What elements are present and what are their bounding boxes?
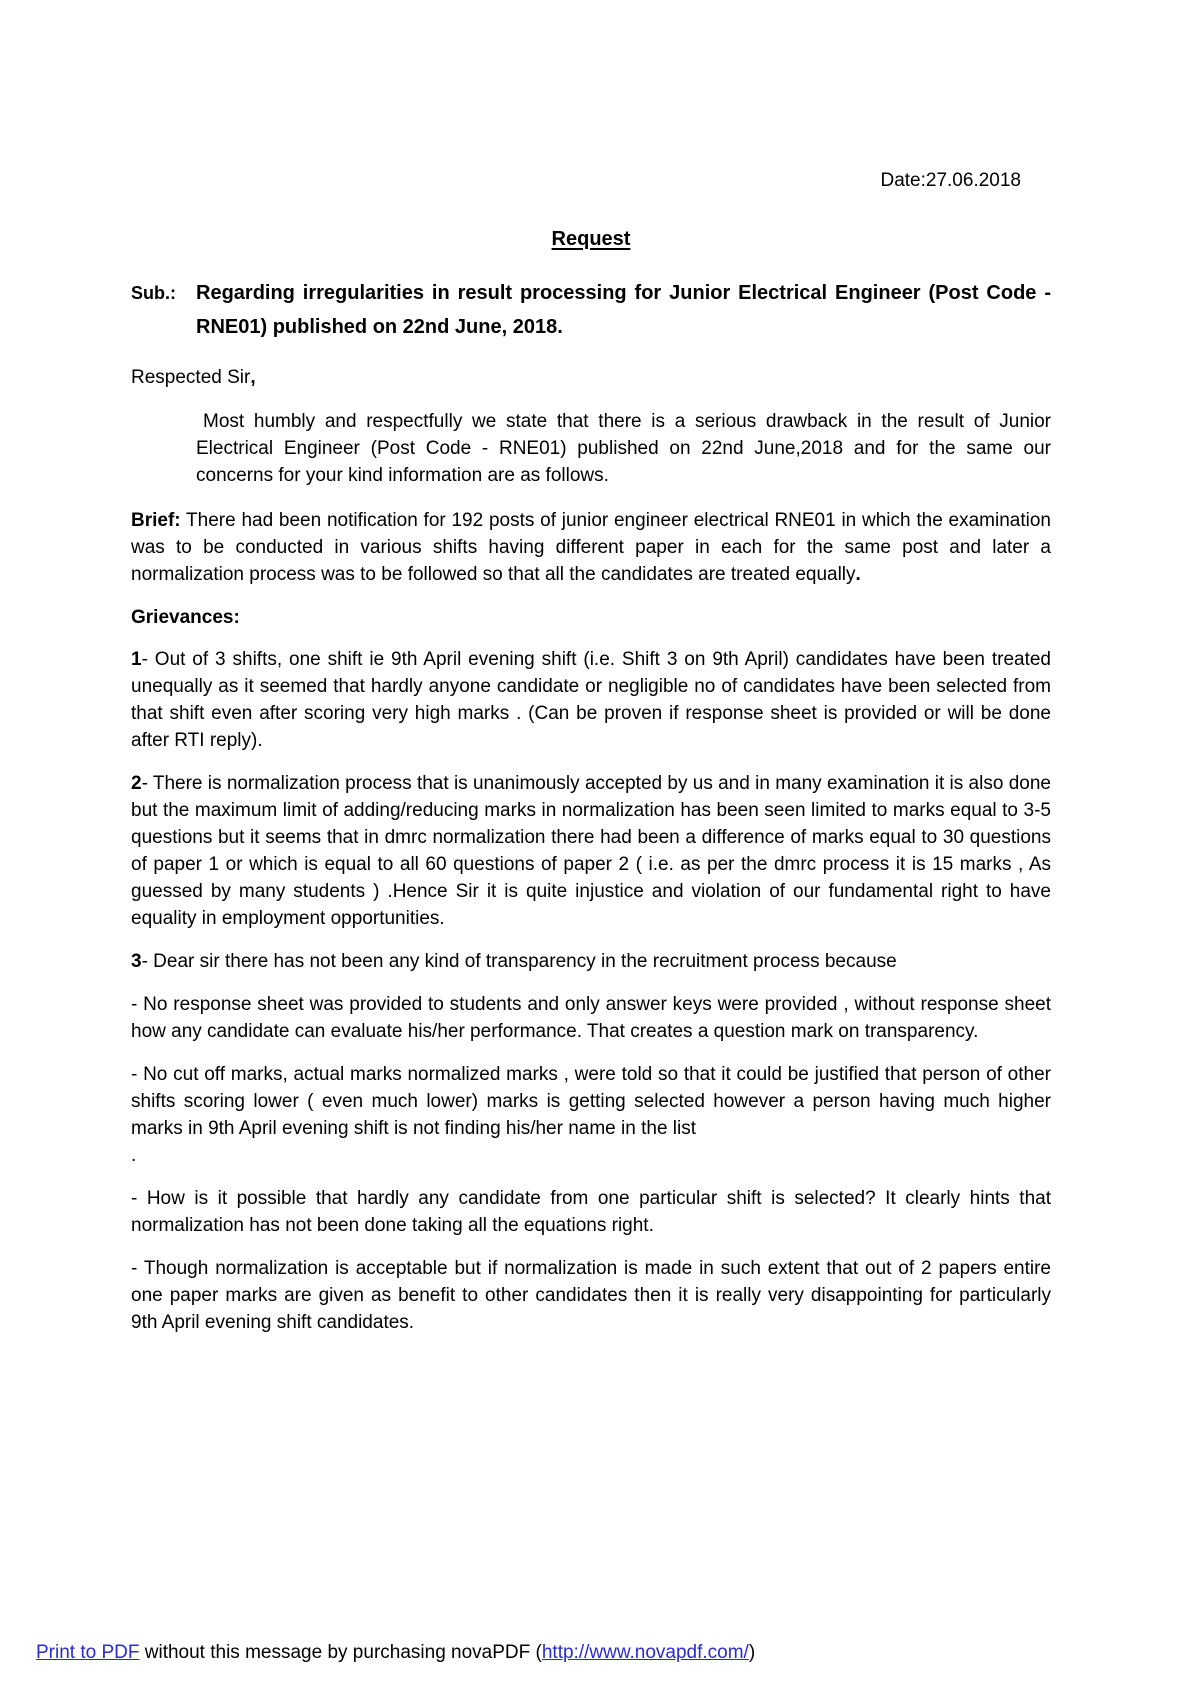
brief-label: Brief: (131, 510, 181, 531)
grievance-text: - Dear sir there has not been any kind of transparency in the recruitment process because (141, 951, 897, 972)
grievance-text: - Out of 3 shifts, one shift ie 9th April evening shift (i.e. Shift 3 on 9th April) candidates have been treated unequally as it seemed that hardly anyone candidate or negligible no of candidates have been selected from that shift even after scoring very high marks . (Can be proven if response sheet is provided or will be done after RTI reply). (131, 649, 1051, 751)
print-to-pdf-link[interactable]: Print to PDF (36, 1642, 140, 1663)
date-line: Date:27.06.2018 (880, 170, 1021, 191)
subject-period: . (557, 316, 563, 338)
point-trailing-period: . (131, 1145, 137, 1166)
grievance-item-1 (131, 646, 1051, 754)
point-item-1: - No response sheet was provided to students and only answer keys were provided , without response sheet how any candidate can evaluate his/her performance. That creates a question mark on transparency. (131, 994, 1051, 1042)
brief-paragraph (131, 507, 1051, 588)
grievance-number: 1 (131, 649, 142, 670)
point-item-4: - Though normalization is acceptable but if normalization is made in such extent that out of 2 papers entire one paper marks are given as benefit to other candidates then it is really very disappointing for particularly 9th April evening shift candidates. (131, 1258, 1051, 1333)
point-text: - No cut off marks, actual marks normalized marks , were told so that it could be justified that person of other shifts scoring lower ( even much lower) marks is getting selected however a person having much higher marks in 9th April evening shift is not finding his/her name in the list (131, 1064, 1051, 1139)
grievance-number: 2 (131, 773, 142, 794)
point-item-2 (131, 1061, 1051, 1169)
subject-text-main: Regarding irregularities in result processing for Junior Electrical Engineer (Post Code - RNE01) published on 22nd June, 2018 (196, 282, 1051, 338)
brief-text: There had been notification for 192 posts of junior engineer electrical RNE01 in which the examination was to be conducted in various shifts having different paper in each for the same post and later a normalization process was to be followed so that all the candidates are treated equally (131, 510, 1051, 585)
letter-content (131, 167, 1051, 1352)
salutation-text: Respected Sir (131, 367, 251, 388)
grievance-item-2 (131, 770, 1051, 932)
grievance-item-3 (131, 948, 1051, 975)
point-item-3: - How is it possible that hardly any candidate from one particular shift is selected? It clearly hints that normalization has not been done taking all the equations right. (131, 1188, 1051, 1236)
salutation-comma: , (250, 367, 256, 388)
intro-paragraph: Most humbly and respectfully we state that there is a serious drawback in the result of Junior Electrical Engineer (Post Code - RNE01) published on 22nd June,2018 and for the same our concerns for your kind information are as follows. (196, 411, 1051, 486)
grievance-number: 3 (131, 951, 142, 972)
footer-text: without this message by purchasing novaPDF ( (139, 1642, 542, 1663)
brief-period: . (855, 564, 861, 585)
novapdf-url-link[interactable]: http://www.novapdf.com/ (541, 1642, 749, 1663)
document-title: Request (551, 228, 631, 250)
novapdf-footer (36, 1640, 755, 1665)
grievances-heading: Grievances: (131, 607, 240, 628)
subject-label: Sub.: (131, 283, 176, 303)
salutation (131, 364, 1051, 391)
subject-line (131, 276, 1051, 344)
grievance-text: - There is normalization process that is unanimously accepted by us and in many examination it is also done but the maximum limit of adding/reducing marks in normalization has been seen limited to marks equal to 3-5 questions but it seems that in dmrc normalization there had been a difference of marks equal to 30 questions of paper 1 or which is equal to all 60 questions of paper 2 ( i.e. as per the dmrc process it is 15 marks , As guessed by many students ) .Hence Sir it is quite injustice and violation of our fundamental right to have equality in employment opportunities. (131, 773, 1051, 929)
footer-closing-paren: ) (748, 1642, 756, 1663)
title-row (131, 225, 1051, 253)
subject-text (196, 276, 1051, 344)
